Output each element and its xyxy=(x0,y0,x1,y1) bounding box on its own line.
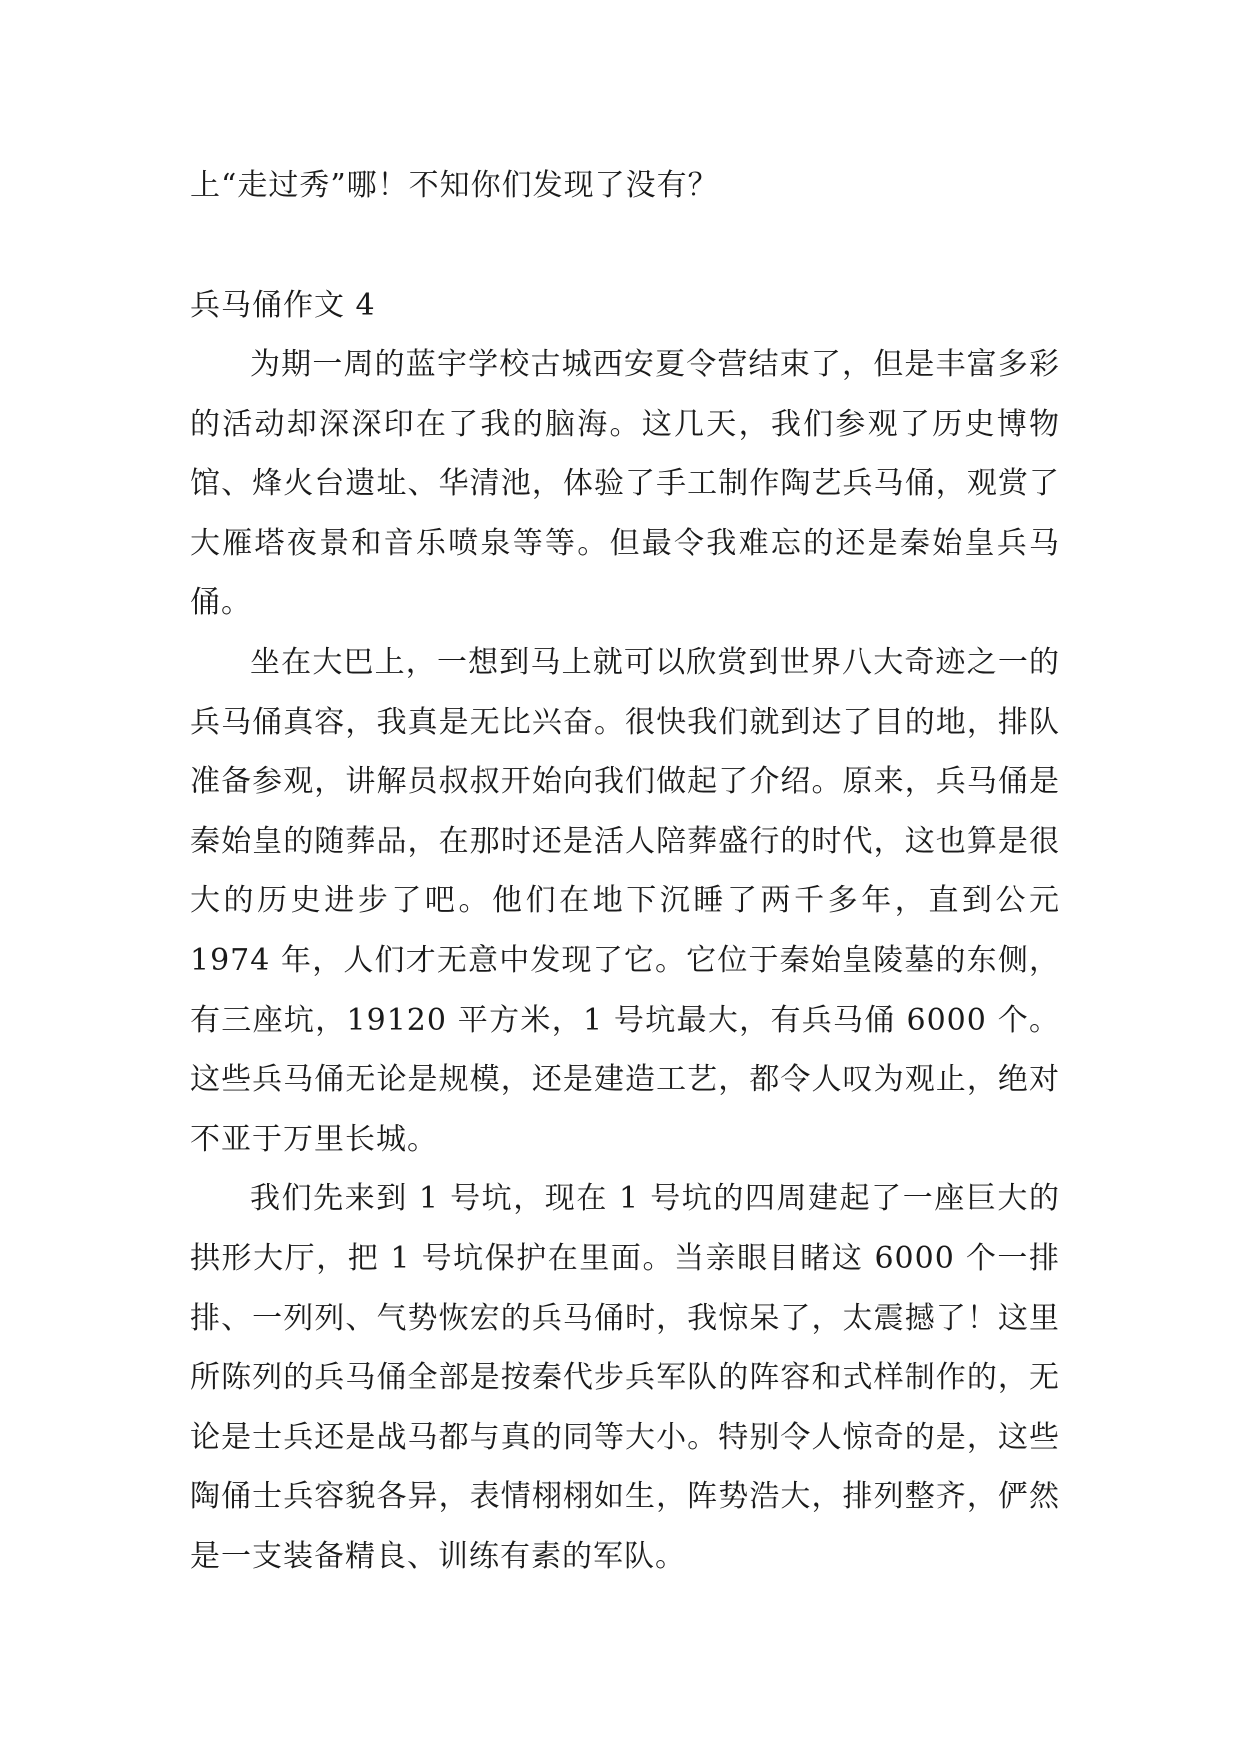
paragraph: 坐在大巴上，一想到马上就可以欣赏到世界八大奇迹之一的兵马俑真容，我真是无比兴奋。很快我们就到达了目的地，排队准备参观，讲解员叔叔开始向我们做起了介绍。原来，兵马俑是秦始皇的随葬品，在那时还是活人陪葬盛行的时代，这也算是很大的历史进步了吧。他们在地下沉睡了两千多年，直到公元 1974 年，人们才无意中发现了它。它位于秦始皇陵墓的东侧，有三座坑，19120 平方米，1 号坑最大，有兵马俑 6000 个。这些兵马俑无论是规模，还是建造工艺，都令人叹为观止，绝对不亚于万里长城。 xyxy=(190,644,1060,1157)
section-title: 兵马俑作文 4 xyxy=(190,288,376,323)
paragraph: 我们先来到 1 号坑，现在 1 号坑的四周建起了一座巨大的拱形大厅，把 1 号坑保护在里面。当亲眼目睹这 6000 个一排排、一列列、气势恢宏的兵马俑时，我惊呆了，太震撼了！这里所陈列的兵马俑全部是按秦代步兵军队的阵容和式样制作的，无论是士兵还是战马都与真的同等大小。特别令人惊奇的是，这些陶俑士兵容貌各异，表情栩栩如生，阵势浩大，排列整齐，俨然是一支装备精良、训练有素的军队。 xyxy=(190,1181,1060,1574)
article-body xyxy=(190,335,1060,1586)
continuation-line: 上“走过秀”哪！不知你们发现了没有？ xyxy=(190,168,719,203)
paragraph: 为期一周的蓝宇学校古城西安夏令营结束了，但是丰富多彩的活动却深深印在了我的脑海。这几天，我们参观了历史博物馆、烽火台遗址、华清池，体验了手工制作陶艺兵马俑，观赏了大雁塔夜景和音乐喷泉等等。但最令我难忘的还是秦始皇兵马俑。 xyxy=(190,347,1060,621)
